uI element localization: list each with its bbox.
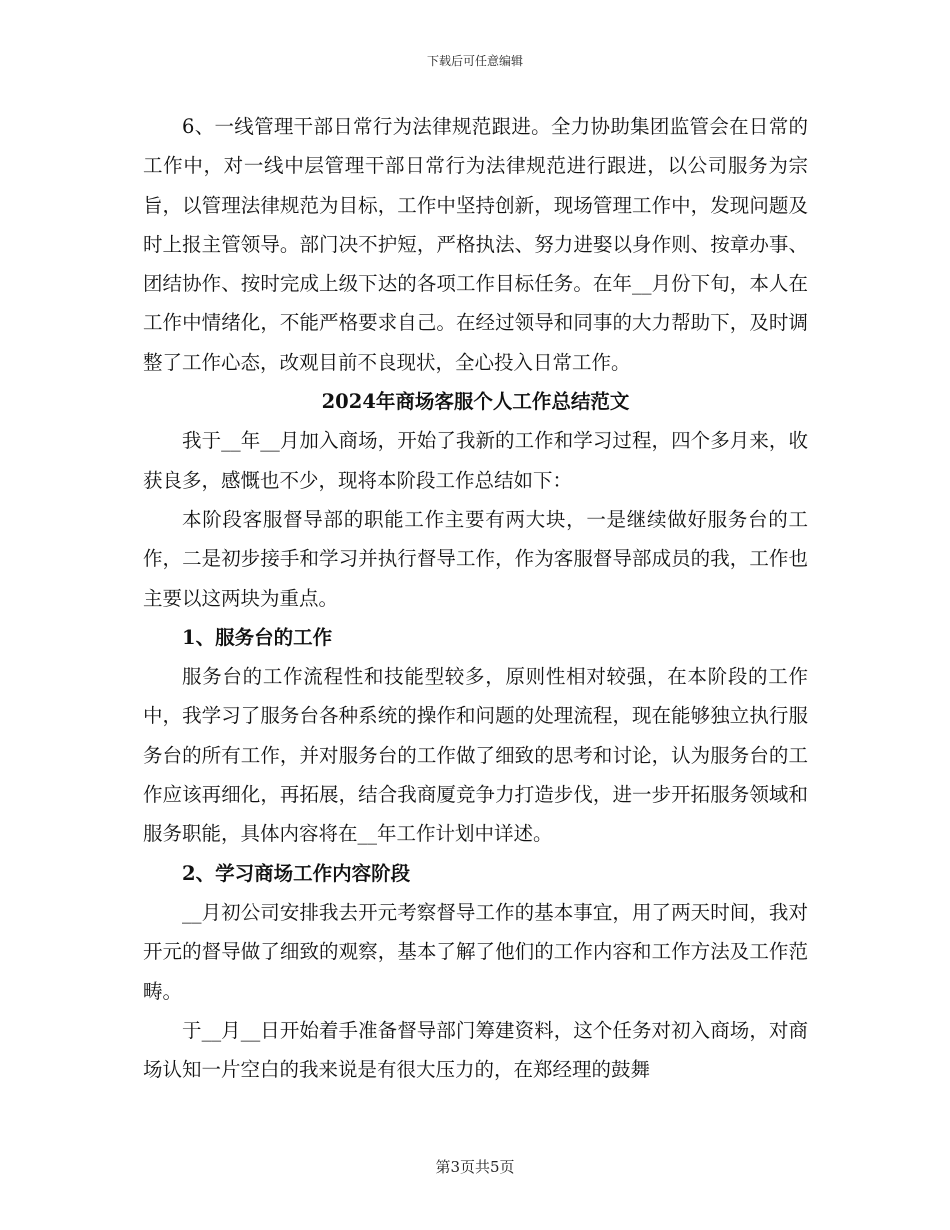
section-heading-1: 1、服务台的工作: [182, 625, 333, 649]
section-heading-2: 2、学习商场工作内容阶段: [182, 861, 411, 885]
header-note: 下载后可任意编辑: [426, 54, 523, 68]
paragraph-2: 我于__年__月加入商场，开始了我新的工作和学习过程，四个多月来，收获良多，感慨也不少，现将本阶段工作总结如下：: [143, 429, 808, 492]
paragraph-5: __月初公司安排我去开元考察督导工作的基本事宜，用了两天时间，我对开元的督导做了细致的观察，基本了解了他们的工作内容和工作方法及工作范畴。: [143, 900, 808, 1003]
page-number-footer: 第3页共5页: [435, 1158, 515, 1176]
paragraph-3: 本阶段客服督导部的职能工作主要有两大块，一是继续做好服务台的工作，二是初步接手和学习并执行督导工作，作为客服督导部成员的我，工作也主要以这两块为重点。: [143, 507, 808, 610]
paragraph-6: 于__月__日开始着手准备督导部门筹建资料，这个任务对初入商场，对商场认知一片空白的我来说是有很大压力的，在郑经理的鼓舞: [143, 1018, 808, 1082]
paragraph-1: 6、一线管理干部日常行为法律规范跟进。全力协助集团监管会在日常的工作中，对一线中层管理干部日常行为法律规范进行跟进，以公司服务为宗旨，以管理法律规范为目标，工作中坚持创新，现场管理工作中，发现问题及时上报主管领导。部门决不护短，严格执法、努力进娶以身作则、按章办事、团结协作、按时完成上级下达的各项工作目标任务。在年__月份下旬，本人在工作中情绪化，不能严格要求自己。在经过领导和同事的大力帮助下，及时调整了工作心态，改观目前不良现状，全心投入日常工作。: [143, 115, 808, 374]
paragraph-4: 服务台的工作流程性和技能型较多，原则性相对较强，在本阶段的工作中，我学习了服务台各种系统的操作和问题的处理流程，现在能够独立执行服务台的所有工作，并对服务台的工作做了细致的思考和讨论，认为服务台的工作应该再细化，再拓展，结合我商厦竞争力打造步伐，进一步开拓服务领域和服务职能，具体内容将在__年工作计划中详述。: [143, 665, 808, 846]
document-body: [143, 107, 808, 1089]
document-title: 2024年商场客服个人工作总结范文: [321, 390, 630, 414]
